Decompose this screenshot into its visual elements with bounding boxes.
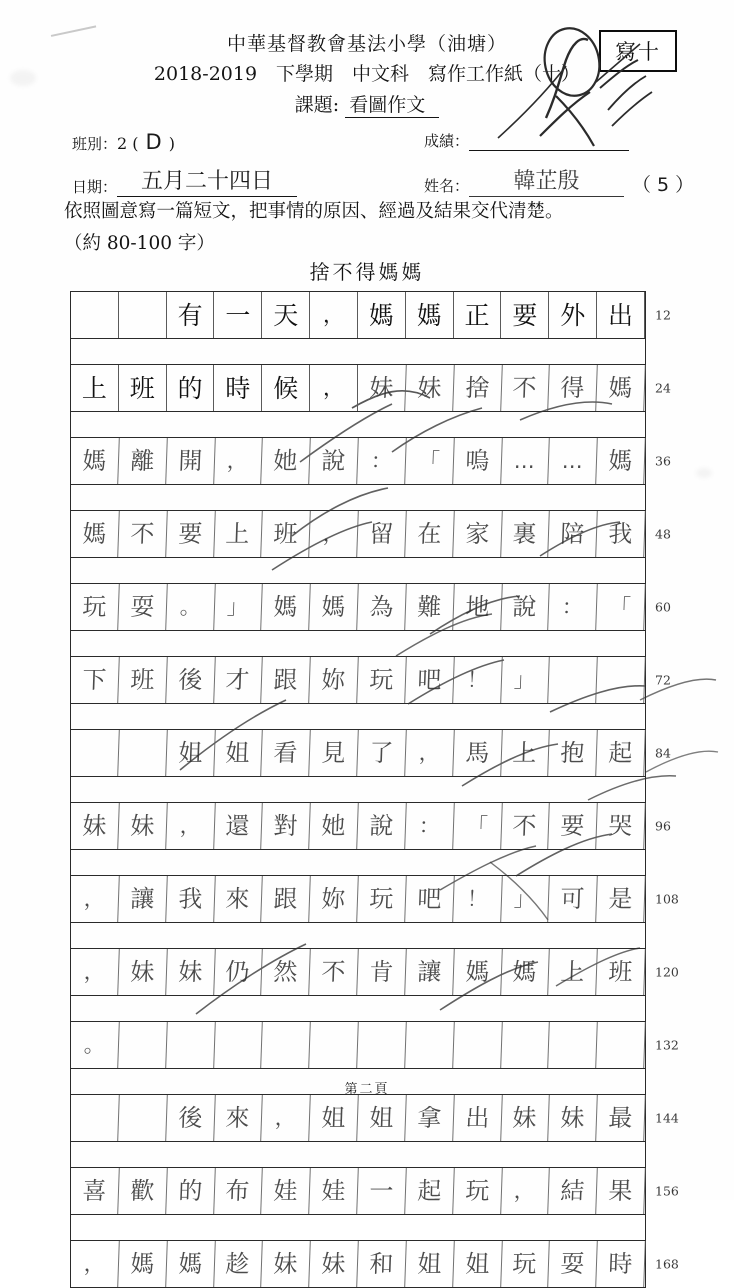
grid-cell: 班 — [118, 657, 167, 703]
student-number: （ 5 ） — [632, 174, 695, 196]
scan-smudge — [696, 468, 712, 478]
grid-cell: 媽 — [453, 949, 502, 995]
grid-cell: 不 — [501, 803, 550, 849]
grid-cell — [118, 1022, 167, 1068]
row-number: 72 — [655, 672, 671, 688]
grid-cell: 上 — [214, 511, 263, 557]
grid-cell: 出 — [453, 1095, 502, 1141]
topic-value: 看圖作文 — [345, 94, 439, 118]
grid-gap-row — [70, 412, 646, 437]
score-field — [424, 130, 629, 151]
grid-cell: 了 — [357, 730, 406, 776]
grid-cell: 歡 — [118, 1168, 167, 1214]
grid-cell: … — [548, 438, 597, 484]
grid-row — [70, 1240, 679, 1288]
grid-cell — [71, 292, 119, 338]
class-field — [72, 130, 175, 154]
grid-cell: 有 — [167, 292, 215, 338]
grid-cell: 是 — [596, 876, 645, 922]
grid-cell: ， — [166, 803, 215, 849]
grid-row — [70, 656, 671, 704]
grid-cell: 候 — [262, 365, 310, 411]
grid-cell: 」 — [501, 876, 550, 922]
grid-cell — [118, 730, 167, 776]
class-hand-value: D — [145, 130, 162, 154]
grid-gap-row — [70, 850, 646, 875]
grid-cell: 姐 — [166, 730, 215, 776]
grid-cell: 上 — [548, 949, 597, 995]
grid-cell: 妹 — [70, 803, 119, 849]
grid-cell: 媽 — [70, 438, 119, 484]
grid-cell: 不 — [309, 949, 358, 995]
grid-cell: 天 — [262, 292, 310, 338]
grid-cell: 妹 — [166, 949, 215, 995]
row-number: 84 — [655, 745, 671, 761]
grid-gap-row — [70, 1142, 646, 1167]
grid-cell: 玩 — [357, 657, 406, 703]
score-label: 成績： — [424, 132, 470, 150]
grid-cell: 玩 — [501, 1241, 550, 1287]
grid-cell: 喜 — [70, 1168, 119, 1214]
grid-cell: 跟 — [262, 876, 311, 922]
class-close-paren: ) — [168, 134, 175, 153]
grid-cell: 得 — [548, 365, 597, 411]
row-number: 168 — [655, 1256, 679, 1272]
grid-cell: 結 — [548, 1168, 597, 1214]
grid-gap-row — [70, 631, 646, 656]
grid-cell: 還 — [214, 803, 263, 849]
grid-cell: 時 — [596, 1241, 645, 1287]
grid-row — [70, 583, 671, 631]
grid-cell — [262, 1022, 311, 1068]
grid-cell: ， — [310, 292, 358, 338]
grid-row — [70, 1167, 679, 1215]
grid-cell: 媽 — [262, 584, 311, 630]
grid-row — [70, 1094, 679, 1142]
grid-cell: 。 — [70, 1022, 119, 1068]
grid-cell: ， — [70, 1241, 119, 1287]
row-number: 36 — [655, 453, 671, 469]
grid-cell: 難 — [405, 584, 454, 630]
row-number: 156 — [655, 1183, 679, 1199]
grid-cell: ： — [357, 438, 406, 484]
grid-cell: 姐 — [309, 1095, 358, 1141]
grid-cell: ， — [310, 365, 358, 411]
grid-cell: 媽 — [70, 511, 119, 557]
row-number: 48 — [655, 526, 671, 542]
grid-cell: 上 — [71, 365, 119, 411]
grid-cell: 要 — [548, 803, 597, 849]
grid-cell: 不 — [501, 365, 550, 411]
grid-cell: 的 — [166, 1168, 215, 1214]
grid-cell: ， — [214, 438, 263, 484]
grid-cell: 離 — [118, 438, 167, 484]
row-number: 108 — [655, 891, 679, 907]
grid-cell: 耍 — [548, 1241, 597, 1287]
grid-cell — [596, 1022, 645, 1068]
grid-cell: 家 — [453, 511, 502, 557]
grid-cell — [70, 730, 119, 776]
grid-cell — [357, 1022, 406, 1068]
grid-cell: 要 — [501, 292, 549, 338]
grid-cell: 玩 — [70, 584, 119, 630]
row-number: 144 — [655, 1110, 679, 1126]
grid-cell: 」 — [214, 584, 263, 630]
grid-cell: 班 — [596, 949, 645, 995]
grid-cell: 後 — [166, 1095, 215, 1141]
grid-cell: 耍 — [118, 584, 167, 630]
grid-cell: 媽 — [166, 1241, 215, 1287]
grid-cell: 她 — [262, 438, 311, 484]
grid-cell: ！ — [453, 876, 502, 922]
grid-gap-row — [70, 777, 646, 802]
grid-cell: 出 — [597, 292, 645, 338]
grid-cell: 見 — [309, 730, 358, 776]
grid-cell: 一 — [357, 1168, 406, 1214]
grid-gap-row — [70, 704, 646, 729]
grid-cell: 媽 — [309, 584, 358, 630]
grid-cell: 妳 — [309, 876, 358, 922]
instruction-block — [64, 196, 704, 261]
grid-row — [70, 291, 671, 339]
composition-title: 捨不得媽媽 — [309, 260, 425, 284]
grid-cell: 姐 — [357, 1095, 406, 1141]
grid-cell — [548, 657, 597, 703]
grid-row — [70, 1021, 679, 1069]
worksheet-line: 2018-2019 下學期 中文科 寫作工作紙（十） — [153, 62, 581, 85]
grid-gap-row — [70, 923, 646, 948]
grid-cell: 我 — [596, 511, 645, 557]
stamp-box: 寫十 — [599, 30, 677, 72]
grid-cell: 妹 — [501, 1095, 550, 1141]
grid-cell: 媽 — [406, 292, 454, 338]
grid-cell — [118, 1095, 167, 1141]
grid-cell: 姐 — [453, 1241, 502, 1287]
grid-cell: 布 — [214, 1168, 263, 1214]
grid-cell — [70, 1095, 119, 1141]
grid-cell: 妹 — [357, 365, 406, 411]
grid-gap-row — [70, 996, 646, 1021]
grid-cell: 捨 — [453, 365, 502, 411]
grid-cell: 果 — [596, 1168, 645, 1214]
grid-cell: 媽 — [118, 1241, 167, 1287]
grid-cell: 吧 — [405, 876, 454, 922]
grid-cell: ， — [70, 876, 119, 922]
grid-cell — [309, 1022, 358, 1068]
grid-cell: 玩 — [357, 876, 406, 922]
grid-cell — [548, 1022, 597, 1068]
grid-cell: 肯 — [357, 949, 406, 995]
class-label: 班別： — [72, 135, 118, 153]
row-number: 120 — [655, 964, 679, 980]
grid-cell — [214, 1022, 263, 1068]
grid-cell: 姐 — [214, 730, 263, 776]
school-name: 中華基督教會基法小學（油塘） — [226, 33, 507, 55]
grid-cell: … — [501, 438, 550, 484]
grid-cell: 玩 — [453, 1168, 502, 1214]
grid-cell: 。 — [166, 584, 215, 630]
grid-cell: 的 — [167, 365, 215, 411]
grid-cell: 妹 — [262, 1241, 311, 1287]
grid-row — [70, 364, 671, 412]
grid-cell: 地 — [453, 584, 502, 630]
topic-row — [0, 89, 734, 121]
grid-cell: 妹 — [405, 365, 454, 411]
grid-cell: 說 — [309, 438, 358, 484]
grid-cell: 妹 — [309, 1241, 358, 1287]
grid-cell: 時 — [214, 365, 262, 411]
grid-cell: 才 — [214, 657, 263, 703]
grid-cell: 妹 — [118, 803, 167, 849]
grid-cell: 上 — [501, 730, 550, 776]
grid-cell: 說 — [357, 803, 406, 849]
grid-cell: 後 — [166, 657, 215, 703]
grid-row — [70, 437, 671, 485]
grid-cell: 媽 — [501, 949, 550, 995]
grid-cell: ， — [501, 1168, 550, 1214]
grid-cell — [166, 1022, 215, 1068]
grid-gap-row — [70, 339, 646, 364]
name-value: 韓芷殷 — [469, 164, 624, 197]
grid-cell: 可 — [548, 876, 597, 922]
grid-cell: 不 — [118, 511, 167, 557]
grid-cell: 媽 — [358, 292, 406, 338]
grid-cell: 仍 — [214, 949, 263, 995]
grid-cell: 我 — [166, 876, 215, 922]
grid-cell: ， — [405, 730, 454, 776]
grid-cell: 開 — [166, 438, 215, 484]
grid-cell: 班 — [119, 365, 167, 411]
grid-cell: ！ — [453, 657, 502, 703]
grid-cell: 「 — [453, 803, 502, 849]
grid-cell: 妹 — [548, 1095, 597, 1141]
grid-cell: 在 — [405, 511, 454, 557]
row-number: 24 — [655, 380, 671, 396]
date-value: 五月二十四日 — [117, 164, 297, 197]
grid-row — [70, 948, 679, 996]
date-label: 日期： — [72, 178, 118, 196]
grid-cell: 為 — [357, 584, 406, 630]
grid-cell: 「 — [405, 438, 454, 484]
grid-cell: 娃 — [262, 1168, 311, 1214]
grid-cell: 和 — [357, 1241, 406, 1287]
row-number: 60 — [655, 599, 671, 615]
grid-cell: 下 — [70, 657, 119, 703]
grid-cell: ： — [405, 803, 454, 849]
grid-cell: 讓 — [118, 876, 167, 922]
grid-cell: 讓 — [405, 949, 454, 995]
grid-cell: ， — [70, 949, 119, 995]
grid-cell — [119, 292, 167, 338]
grid-cell: 裏 — [501, 511, 550, 557]
grid-cell: 留 — [357, 511, 406, 557]
grid-cell: 嗚 — [453, 438, 502, 484]
grid-cell: 要 — [166, 511, 215, 557]
page-footer: 第二頁 — [344, 1082, 390, 1097]
grid-cell: 班 — [262, 511, 311, 557]
grid-cell: 說 — [501, 584, 550, 630]
grid-cell: 趁 — [214, 1241, 263, 1287]
name-label: 姓名： — [424, 177, 470, 195]
grid-cell: 哭 — [596, 803, 645, 849]
grid-cell — [596, 657, 645, 703]
grid-gap-row — [70, 558, 646, 583]
grid-cell: 妳 — [309, 657, 358, 703]
row-number: 96 — [655, 818, 671, 834]
topic-label: 課題: — [294, 93, 340, 116]
grid-cell: 然 — [262, 949, 311, 995]
grid-cell — [453, 1022, 502, 1068]
composition-grid — [70, 291, 679, 1288]
grid-cell: 外 — [549, 292, 597, 338]
grid-cell: 來 — [214, 876, 263, 922]
grid-cell: 跟 — [262, 657, 311, 703]
grid-cell: 最 — [596, 1095, 645, 1141]
grid-cell: ， — [309, 511, 358, 557]
grid-row — [70, 802, 671, 850]
grid-row — [70, 510, 671, 558]
instruction-line-2: （約 80-100 字） — [64, 233, 215, 255]
grid-cell — [405, 1022, 454, 1068]
grid-cell: 馬 — [453, 730, 502, 776]
grid-cell: 看 — [262, 730, 311, 776]
grid-cell: ： — [548, 584, 597, 630]
grid-cell: 妹 — [118, 949, 167, 995]
grid-cell: 拿 — [405, 1095, 454, 1141]
grid-row — [70, 875, 679, 923]
date-field — [72, 164, 297, 197]
name-field — [424, 164, 694, 197]
grid-cell: 陪 — [548, 511, 597, 557]
grid-cell: 她 — [309, 803, 358, 849]
grid-cell: 吧 — [405, 657, 454, 703]
grid-cell — [501, 1022, 550, 1068]
grid-cell: 」 — [501, 657, 550, 703]
grid-cell: 媽 — [596, 365, 645, 411]
grid-cell: 來 — [214, 1095, 263, 1141]
grid-cell: 一 — [214, 292, 262, 338]
grid-row — [70, 729, 671, 777]
score-value-rule — [469, 130, 629, 151]
grid-cell: 起 — [405, 1168, 454, 1214]
grid-gap-row — [70, 1215, 646, 1240]
grid-cell: 「 — [596, 584, 645, 630]
grid-cell: ， — [262, 1095, 311, 1141]
class-printed: 2 ( — [117, 134, 139, 153]
instruction-line-1: 依照圖意寫一篇短文，把事情的原因、經過及結果交代清楚。 — [64, 201, 564, 222]
grid-cell: 抱 — [548, 730, 597, 776]
row-number: 132 — [655, 1037, 679, 1053]
grid-cell: 正 — [454, 292, 502, 338]
grid-gap-row — [70, 485, 646, 510]
grid-cell: 媽 — [596, 438, 645, 484]
grid-cell: 對 — [262, 803, 311, 849]
grid-cell: 起 — [596, 730, 645, 776]
grid-cell: 姐 — [405, 1241, 454, 1287]
row-number: 12 — [655, 307, 671, 323]
grid-cell: 娃 — [309, 1168, 358, 1214]
